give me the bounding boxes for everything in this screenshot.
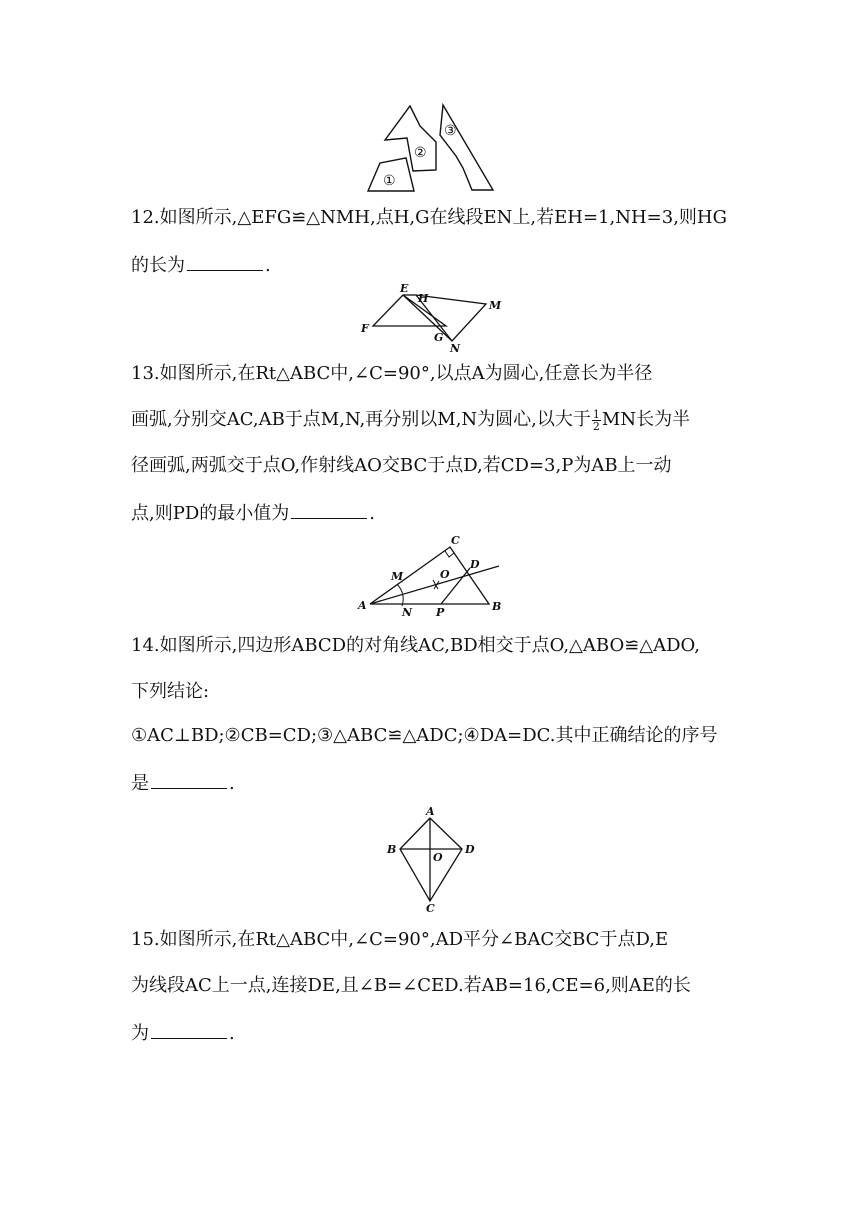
q14-line-1: 14.如图所示,四边形ABCD的对角线AC,BD相交于点O,△ABO≌△ADO, [131, 635, 700, 656]
q13-answer-blank[interactable] [291, 500, 367, 519]
label-g: G [434, 331, 444, 344]
label-n: N [450, 342, 461, 355]
q15-answer-blank[interactable] [151, 1020, 227, 1039]
label-o: O [433, 851, 443, 864]
q13-prefix: 点,则PD的最小值为 [131, 503, 290, 524]
q14-prefix: 是 [131, 773, 149, 794]
fraction-one-half [592, 409, 601, 432]
q15-suffix: . [229, 1023, 235, 1044]
figure-q11-pieces [360, 98, 500, 198]
q13-line-2-pre: 画弧,分别交AC,AB于点M,N,再分别以M,N为圆心,以大于 [131, 409, 591, 430]
label-c: C [426, 902, 435, 915]
q12-line-1: 12.如图所示,△EFG≌△NMH,点H,G在线段EN上,若EH=1,NH=3,则HG [131, 207, 728, 228]
q13-line-2-post: MN长为半 [601, 409, 691, 430]
label-o: O [440, 568, 450, 581]
label-piece-2: ② [414, 145, 427, 161]
label-n: N [402, 606, 413, 619]
q14-answer-blank[interactable] [151, 770, 227, 789]
figure-q14 [380, 806, 480, 914]
quadrilateral-abcd [400, 818, 462, 901]
label-piece-3: ③ [444, 123, 457, 139]
label-h: H [418, 292, 429, 305]
q15-line-1: 15.如图所示,在Rt△ABC中,∠C=90°,AD平分∠BAC交BC于点D,E [131, 929, 669, 950]
triangle-efg [373, 295, 446, 326]
q14-line-3: ①AC⊥BD;②CB=CD;③△ABC≌△ADC;④DA=DC.其中正确结论的序号 [131, 725, 718, 746]
label-b: B [492, 600, 502, 613]
q15-prefix: 为 [131, 1023, 149, 1044]
label-b: B [387, 843, 397, 856]
triangle-abc [370, 547, 489, 604]
label-p: P [436, 606, 445, 619]
figure-q13 [356, 534, 506, 618]
label-m: M [489, 299, 502, 312]
label-a: A [426, 805, 435, 818]
label-piece-1: ① [383, 173, 396, 189]
q13-line-2 [131, 408, 690, 432]
q14-suffix: . [229, 773, 235, 794]
label-a: A [358, 599, 367, 612]
q12-line-2 [131, 252, 271, 278]
q14-line-2: 下列结论: [131, 681, 210, 702]
q15-line-2: 为线段AC上一点,连接DE,且∠B=∠CED.若AB=16,CE=6,则AE的长 [131, 975, 691, 996]
ray-ao [370, 566, 499, 604]
q12-answer-blank[interactable] [187, 252, 263, 271]
label-d: D [465, 843, 475, 856]
figure-q12 [356, 282, 506, 354]
label-c: C [451, 534, 460, 547]
label-f: F [361, 322, 369, 335]
q13-suffix: . [369, 503, 375, 524]
label-e: E [400, 282, 409, 295]
q13-line-4 [131, 500, 375, 526]
label-d: D [470, 558, 480, 571]
q13-line-3: 径画弧,两弧交于点O,作射线AO交BC于点D,若CD=3,P为AB上一动 [131, 455, 672, 476]
q13-line-1: 13.如图所示,在Rt△ABC中,∠C=90°,以点A为圆心,任意长为半径 [131, 363, 653, 384]
piece-3 [440, 105, 493, 190]
q12-suffix: . [265, 255, 271, 276]
q14-line-4 [131, 770, 235, 796]
fraction-numerator: 1 [592, 407, 600, 421]
q12-prefix: 的长为 [131, 255, 185, 276]
q15-line-3 [131, 1020, 235, 1046]
fraction-denominator: 2 [592, 419, 600, 433]
label-m: M [391, 570, 404, 583]
